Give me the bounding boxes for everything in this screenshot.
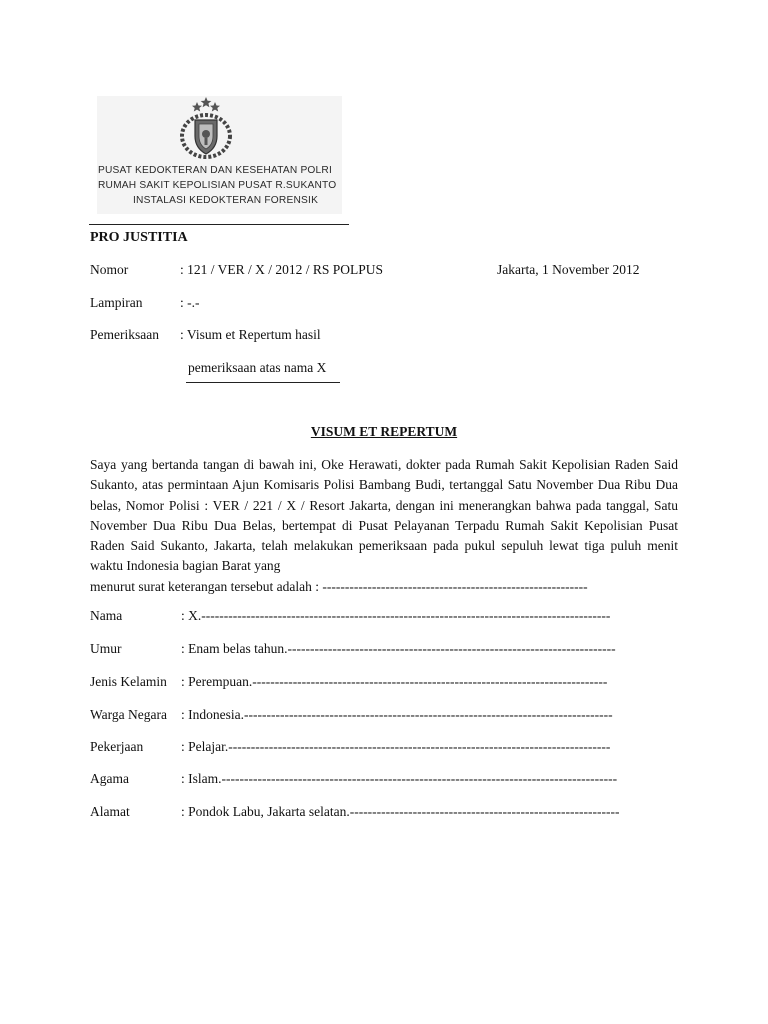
identity-label: Jenis Kelamin xyxy=(90,674,167,689)
statement-paragraph-last-line: menurut surat keterangan tersebut adalah : ----------------------------------------------------------- xyxy=(90,578,588,594)
letterhead-divider xyxy=(89,224,349,225)
nomor-value: : 121 / VER / X / 2012 / RS POLPUS xyxy=(180,262,384,277)
identity-row-pekerjaan xyxy=(90,739,680,759)
lampiran-label: Lampiran xyxy=(90,295,143,310)
police-emblem-icon xyxy=(173,96,239,162)
identity-value: : Islam.---------------------------------------------------------------------------------------- xyxy=(181,771,618,786)
lampiran-value: : -.- xyxy=(180,295,200,310)
identity-row-nama xyxy=(90,608,680,628)
identity-value: : Perempuan.------------------------------------------------------------------------------- xyxy=(181,674,608,689)
identity-value: : Indonesia.---------------------------------------------------------------------------------- xyxy=(181,707,613,722)
nomor-label: Nomor xyxy=(90,262,129,277)
identity-row-jenis-kelamin xyxy=(90,674,680,694)
identity-value: : Pondok Labu, Jakarta selatan.------------------------------------------------------------ xyxy=(181,804,620,819)
identity-label: Agama xyxy=(90,771,129,786)
identity-label: Nama xyxy=(90,608,123,623)
pemeriksaan-value-line-1: : Visum et Repertum hasil xyxy=(180,327,321,342)
letterhead xyxy=(97,96,342,214)
pemeriksaan-underline xyxy=(186,382,340,383)
identity-row-agama xyxy=(90,771,680,791)
letterhead-line-3: INSTALASI KEDOKTERAN FORENSIK xyxy=(133,195,319,206)
identity-row-warga-negara xyxy=(90,707,680,727)
identity-label: Pekerjaan xyxy=(90,739,144,754)
identity-value: : X.------------------------------------------------------------------------------------------- xyxy=(181,608,611,623)
letterhead-line-1: PUSAT KEDOKTERAN DAN KESEHATAN POLRI xyxy=(98,165,333,176)
statement-paragraph xyxy=(90,455,678,597)
identity-label: Umur xyxy=(90,641,122,656)
letter-date: Jakarta, 1 November 2012 xyxy=(497,262,640,277)
pemeriksaan-value-line-2: pemeriksaan atas nama X xyxy=(188,360,327,375)
pemeriksaan-label: Pemeriksaan xyxy=(90,327,159,342)
pro-justitia-heading: PRO JUSTITIA xyxy=(90,230,188,245)
document-title: VISUM ET REPERTUM xyxy=(310,424,458,439)
identity-row-umur xyxy=(90,641,680,661)
letterhead-line-2: RUMAH SAKIT KEPOLISIAN PUSAT R.SUKANTO xyxy=(98,180,337,191)
identity-row-alamat xyxy=(90,804,680,824)
identity-label: Alamat xyxy=(90,804,130,819)
identity-value: : Enam belas tahun.------------------------------------------------------------------------- xyxy=(181,641,616,656)
identity-value: : Pelajar.------------------------------------------------------------------------------------- xyxy=(181,739,611,754)
statement-paragraph-body: Saya yang bertanda tangan di bawah ini, Oke Herawati, dokter pada Rumah Sakit Kepolisian Raden Said Sukanto, atas permintaan Ajun Komisaris Polisi Bambang Budi, tertanggal Satu November Dua Ribu Dua belas, Nomor Polisi : VER / 221 / X / Resort Jakarta, dengan ini menerangkan bahwa pada tanggal, Satu November Dua Ribu Dua Belas, bertempat di Pusat Pelayanan Terpadu Rumah Sakit Kepolisian Pusat Raden Said Sukanto, Jakarta, telah melakukan pemeriksaan pada pukul sepuluh lewat tiga puluh menit waktu Indonesia bagian Barat yang xyxy=(90,457,678,574)
identity-label: Warga Negara xyxy=(90,707,167,722)
